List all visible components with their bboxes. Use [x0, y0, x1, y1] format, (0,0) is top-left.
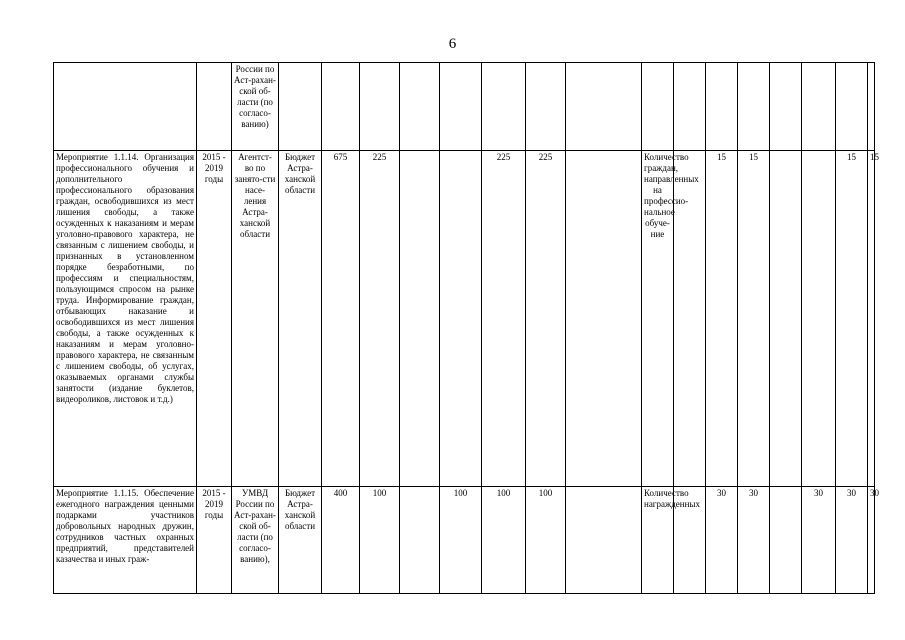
funding-value-cell	[400, 487, 440, 594]
funding-value-cell: 100	[482, 487, 526, 594]
executor-cell: России по Аст-рахан-ской об-ласти (по согласо-ванию)	[232, 63, 279, 151]
target-value-cell: 30	[836, 487, 868, 594]
executor-cell: Агентст-во по занято-сти насе-ления Астра-ханской области	[232, 151, 279, 487]
table-row	[54, 151, 875, 487]
funding-value-cell	[482, 63, 526, 151]
funding-value-cell	[526, 63, 566, 151]
indicator-cell: Количество награжденных	[642, 487, 674, 594]
funding-value-cell	[400, 63, 440, 151]
activity-description-cell: Мероприятие 1.1.15. Обеспечение ежегодного награждения ценными подарками участников добровольных народных дружин, сотрудников частных охранных предприятий, представителей казачества и иных граж-	[54, 487, 197, 594]
program-activities-table	[53, 62, 879, 594]
target-value-cell	[674, 63, 706, 151]
activity-description-cell: Мероприятие 1.1.14. Организация профессионального обучения и дополнительного профессионального образования граждан, освободившихся из мест лишения свободы, а также осужденных к наказаниям и мерам уголовно-правового характера, не связанным с лишением свободы, и признанных в установленном порядке безработными, по профессиям и специальностям, пользующимся спросом на рынке труда. Информирование граждан, отбывающих наказание и освободившихся из мест лишения свободы, а также осужденных к наказаниям и мерам уголовно-правового характера, не связанным с лишением свободы, об услугах, оказываемых органами службы занятости (издание буклетов, видеороликов, листовок и т.д.)	[54, 151, 197, 487]
indicator-cell: Количество граждан, направленных на профессио-нальное обуче-ние	[642, 151, 674, 487]
funding-value-cell: 400	[322, 487, 360, 594]
funding-value-cell	[400, 151, 440, 487]
funding-source-cell	[279, 63, 322, 151]
table-row	[54, 63, 875, 151]
activity-description-cell	[54, 63, 197, 151]
target-value-cell: 30	[868, 487, 875, 594]
funding-value-cell	[440, 151, 482, 487]
funding-value-cell	[566, 63, 642, 151]
target-value-cell	[836, 63, 868, 151]
target-value-cell: 30	[706, 487, 738, 594]
funding-value-cell	[566, 487, 642, 594]
target-value-cell: 30	[802, 487, 836, 594]
period-cell: 2015 - 2019 годы	[197, 151, 232, 487]
funding-value-cell: 675	[322, 151, 360, 487]
target-value-cell	[770, 487, 802, 594]
target-value-cell: 30	[738, 487, 770, 594]
target-value-cell: 15	[706, 151, 738, 487]
funding-value-cell: 225	[360, 151, 400, 487]
funding-value-cell: 225	[526, 151, 566, 487]
funding-value-cell	[566, 151, 642, 487]
target-value-cell	[770, 151, 802, 487]
funding-value-cell	[360, 63, 400, 151]
funding-value-cell: 100	[360, 487, 400, 594]
target-value-cell	[868, 63, 875, 151]
funding-value-cell: 100	[526, 487, 566, 594]
target-value-cell	[802, 63, 836, 151]
table-row	[54, 487, 875, 594]
funding-value-cell	[322, 63, 360, 151]
indicator-cell	[642, 63, 674, 151]
target-value-cell	[802, 151, 836, 487]
executor-cell: УМВД России по Аст-рахан-ской об-ласти (по согласо-ванию),	[232, 487, 279, 594]
period-cell: 2015 - 2019 годы	[197, 487, 232, 594]
period-cell	[197, 63, 232, 151]
funding-value-cell: 100	[440, 487, 482, 594]
page-number: 6	[448, 36, 457, 52]
funding-value-cell	[440, 63, 482, 151]
funding-source-cell: Бюджет Астра-ханской области	[279, 151, 322, 487]
target-value-cell	[770, 63, 802, 151]
target-value-cell	[738, 63, 770, 151]
target-value-cell	[706, 63, 738, 151]
target-value-cell: 15	[738, 151, 770, 487]
target-value-cell: 15	[868, 151, 875, 487]
target-value-cell: 15	[836, 151, 868, 487]
funding-value-cell: 225	[482, 151, 526, 487]
funding-source-cell: Бюджет Астра-ханской области	[279, 487, 322, 594]
